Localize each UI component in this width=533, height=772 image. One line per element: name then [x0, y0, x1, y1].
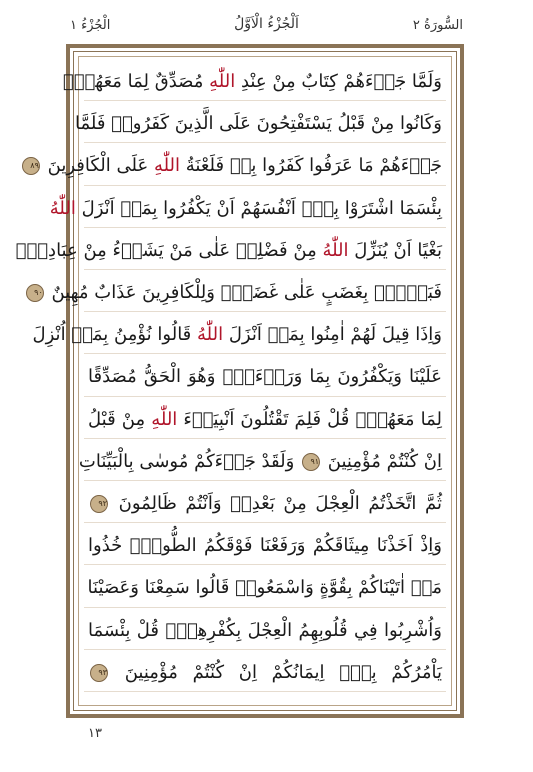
ayah-number-marker: ٩٢: [90, 495, 108, 513]
divine-name: اللّٰهُ: [197, 324, 224, 346]
divine-name: اللّٰهُ: [322, 239, 349, 261]
surah-number-label: السُّورَةُ ٢: [412, 18, 463, 33]
ayah-number-marker: ٩٣: [90, 664, 108, 682]
verse-text: ثُمَّ اتَّخَذْتُمُ الْعِجْلَ مِنْ بَعْدِهٖ وَاَنْتُمْ ظَالِمُونَ: [118, 493, 442, 514]
verse-fragment: جَاۤءَهُمْ مَا عَرَفُوا كَفَرُوا بِهٖ فَلَعْنَةُ: [180, 155, 442, 177]
verse-fragment: بَغْيًا اَنْ يُنَزِّلَ: [348, 239, 442, 261]
ayah-number-marker: ٩٠: [26, 284, 44, 302]
verse-fragment: قَالُوا نُؤْمِنُ بِمَاۤ اُنْزِلَ: [32, 324, 197, 346]
verse-line: [62, 62, 442, 102]
verse-line: [75, 104, 442, 144]
verse-line: [78, 442, 442, 482]
verse-text: اِنْ كُنْتُمْ مُؤْمِنِينَ: [327, 450, 442, 472]
verse-text: وَلَقَدْ جَاۤءَكُمْ مُوسٰى بِالْبَيِّنَاتِ: [78, 450, 295, 472]
juz-title: اَلْجُزْءُ الْاَوَّلُ: [234, 16, 299, 32]
divine-name: اللّٰهُ: [49, 197, 76, 219]
page-number: ١٣: [88, 726, 102, 741]
verse-text: مَاۤ اٰتَيْنَاكُمْ بِقُوَّةٍ وَاسْمَعُواۜ قَالُوا سَمِعْنَا وَعَصَيْنَا: [87, 577, 442, 599]
verse-text: يَاْمُرُكُمْ بِهٖۤ اِيمَانُكُمْ اِنْ كُنْتُمْ مُؤْمِنِينَ: [124, 661, 442, 683]
verse-lines: [15, 62, 446, 700]
verse-line: [88, 611, 442, 651]
verse-fragment: مِنْ فَضْلِهٖ عَلٰى مَنْ يَشَاۤءُ مِنْ عِبَادِهٖۚ: [15, 239, 323, 261]
ayah-number-marker: ٨٩: [22, 157, 40, 175]
verse-text: [88, 409, 442, 430]
verse-text: [63, 71, 442, 92]
verse-line: [32, 315, 442, 355]
divine-name: اللّٰهِ: [151, 408, 178, 430]
verse-fragment: عَلَى الْكَافِرِينَ: [47, 155, 154, 177]
verse-line: [88, 653, 442, 693]
verse-line: [34, 273, 442, 313]
page-header: [0, 0, 533, 44]
divine-name: اللّٰهِ: [153, 155, 181, 177]
verse-text: [50, 198, 442, 219]
verse-line: [49, 189, 442, 229]
verse-line: [88, 400, 442, 440]
verse-line: [88, 526, 442, 566]
verse-text: وَاُشْرِبُوا فِي قُلُوبِهِمُ الْعِجْلَ بِكُفْرِهِمْۜ قُلْ بِئْسَمَا: [88, 619, 442, 641]
verse-fragment: وَاِذَا قِيلَ لَهُمْ اٰمِنُوا بِمَاۤ اَنْزَلَ: [223, 324, 442, 346]
verse-text: وَكَانُوا مِنْ قَبْلُ يَسْتَفْتِحُونَ عَلَى الَّذِينَ كَفَرُواۚ فَلَمَّا: [75, 113, 442, 135]
divine-name: اللّٰهِ: [209, 71, 236, 92]
ayah-number-marker: ٩١: [302, 453, 320, 471]
juz-number-label: الْجُزْءُ ١: [70, 18, 111, 33]
verse-text: فَبَاۤؤُ۫ بِغَضَبٍ عَلٰى غَضَبٍۜ وَلِلْكَافِرِينَ عَذَابٌ مُهِينٌ: [51, 282, 442, 303]
verse-text: [33, 324, 442, 345]
verse-text: وَاِذْ اَخَذْنَا مِيثَاقَكُمْ وَرَفَعْنَا فَوْقَكُمُ الطُّورَۜ خُذُوا: [88, 535, 442, 557]
verse-fragment: وَلَمَّا جَاۤءَهُمْ كِتَابٌ مِنْ عِنْدِ: [235, 71, 442, 92]
verse-line: [88, 568, 442, 608]
verse-fragment: بِئْسَمَا اشْتَرَوْا بِهٖۤ اَنْفُسَهُمْ اَنْ يَكْفُرُوا بِمَاۤ اَنْزَلَ: [75, 197, 442, 219]
verse-fragment: مُصَدِّقٌ لِمَا مَعَهُمْۙ: [62, 71, 210, 92]
verse-text: عَلَيْنَا وَيَكْفُرُونَ بِمَا وَرَاۤءَهُۗ وَهُوَ الْحَقُّ مُصَدِّقًا: [88, 366, 442, 388]
page-frame: [15, 44, 464, 718]
verse-text: [48, 155, 442, 176]
verse-line: [88, 484, 442, 524]
verse-text: [16, 240, 442, 261]
verse-line: [15, 231, 442, 271]
verse-line: [30, 146, 442, 186]
verse-line: [88, 357, 442, 397]
verse-fragment: لِمَا مَعَهُمْۜ قُلْ فَلِمَ تَقْتُلُونَ اَنْبِيَاۤءَ: [177, 408, 442, 430]
verse-fragment: مِنْ قَبْلُ: [88, 408, 152, 430]
